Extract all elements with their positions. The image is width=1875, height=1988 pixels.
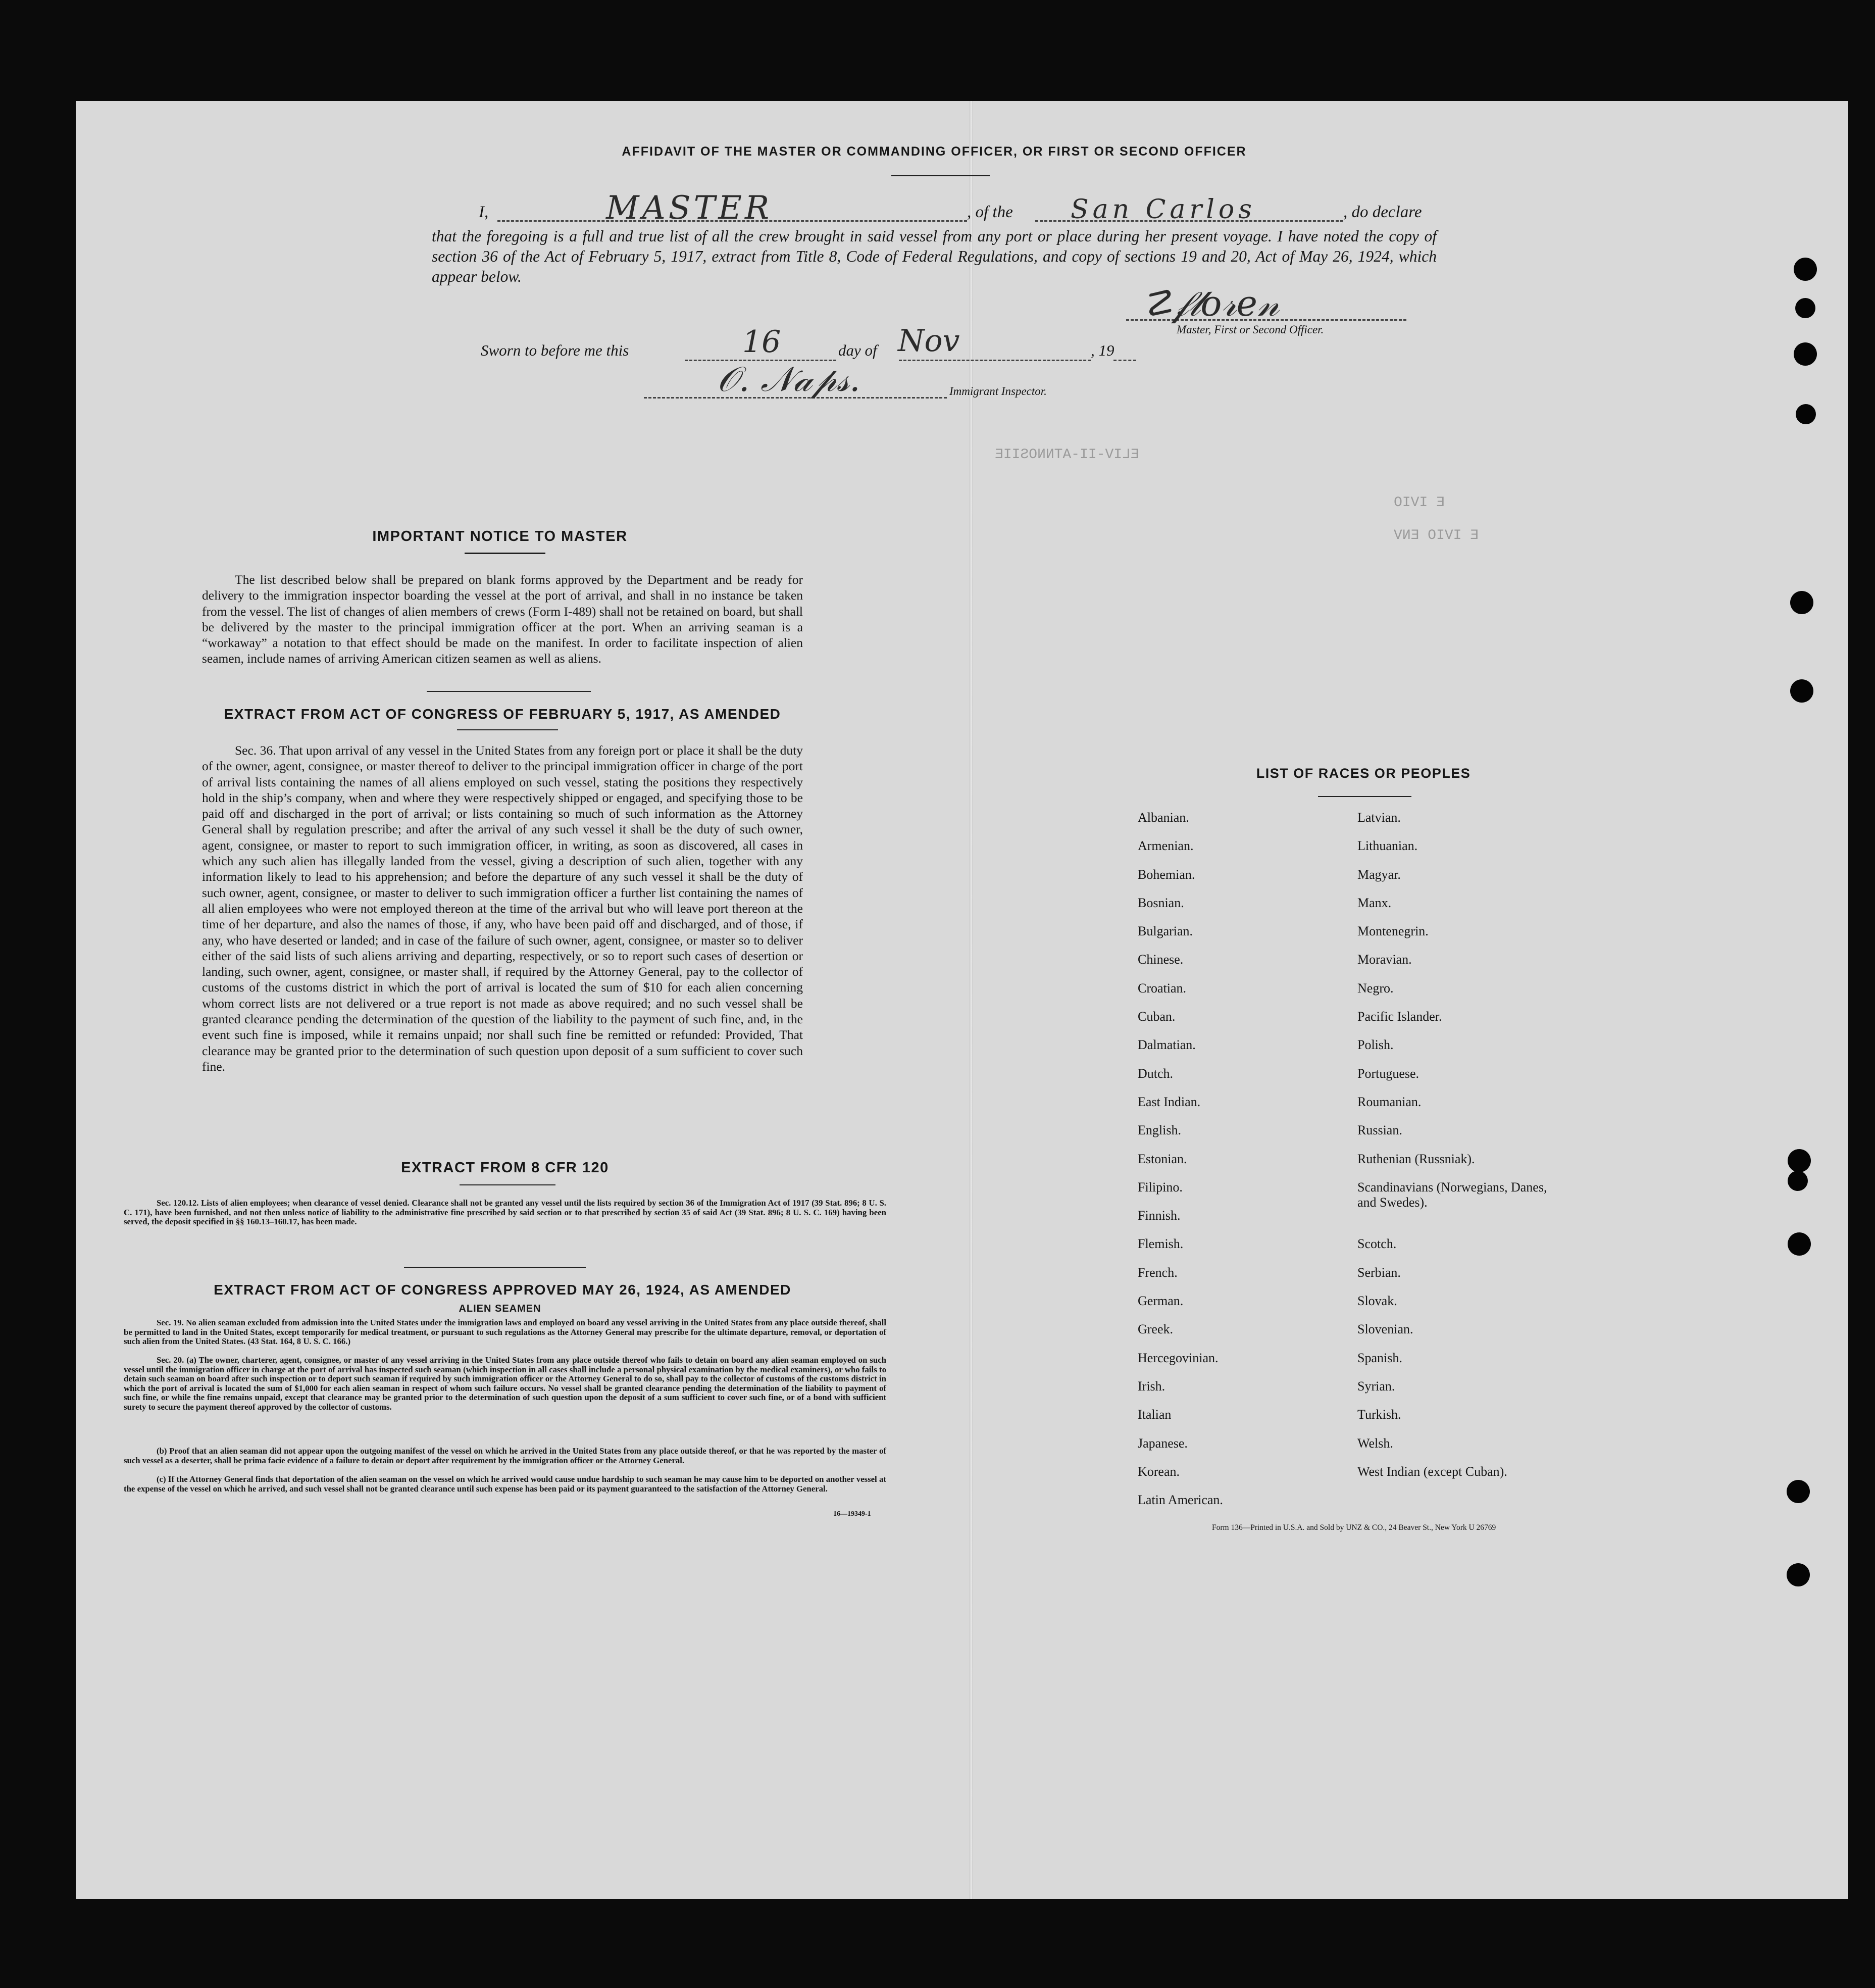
races-rule	[1318, 796, 1411, 797]
extract-1924-sec20b: (b) Proof that an alien seaman did not appear upon the outgoing manifest of the vessel on which he arrived in the United States from any place outside thereof, or that he was reported by the master of such vessel as a deserter, shall be prima facie evidence of a failure to detain or deport after requirement by the immigration officer or the Attorney General.	[124, 1446, 886, 1465]
notice-text: The list described below shall be prepared on blank forms approved by the Department and be ready for delivery to the immigration inspector boarding the vessel at the port of arrival, and shall in no instance be taken from the vessel. The list of changes of alien members of crews (Form I-489) shall not be retained on board, but shall be delivered by the master to the principal immigration officer at the port. When an arriving seaman is a “workaway” a notation to that effect should be made on the manifest. In order to facilitate inspection of alien seamen, include names of arriving American citizen seamen as well as aliens.	[202, 572, 803, 666]
vessel-name-handwritten: San Carlos	[1071, 194, 1256, 225]
race-item: Negro.	[1357, 980, 1394, 996]
race-item: Scotch.	[1357, 1236, 1397, 1252]
race-item: Latvian.	[1357, 810, 1401, 825]
race-item: Ruthenian (Russniak).	[1357, 1151, 1475, 1166]
race-item: Estonian.	[1138, 1151, 1187, 1166]
inspector-signature: 𝒪. 𝒩𝒶𝓅𝓈.	[717, 360, 860, 400]
affidavit-title: AFFIDAVIT OF THE MASTER OR COMMANDING OFFICER, OR FIRST OR SECOND OFFICER	[622, 144, 1247, 159]
extract-1924-sec19: Sec. 19. No alien seaman excluded from admission into the United States under the immigration laws and employed on board any vessel arriving in the United States from any place outside thereof, shall be permitted to land in the United States, except temporarily for medical treatment, or pursuant to such regulations as the Attorney General may prescribe for the ultimate departure, removal, or deportation of such alien from the United States. (43 Stat. 164, 8 U. S. C. 166.)	[124, 1318, 886, 1346]
race-item: Dalmatian.	[1138, 1037, 1196, 1053]
race-item: Montenegrin.	[1357, 924, 1429, 939]
day-handwritten: 16	[742, 324, 781, 360]
race-item: Scandinavians (Norwegians, Danes, and Swedes).	[1357, 1179, 1547, 1210]
section-rule	[460, 1184, 555, 1185]
master-name-handwritten: MASTER	[606, 189, 773, 227]
officer-signature: ☡𝒻𝓁𝑜𝓇𝑒𝓃	[1141, 283, 1280, 324]
officer-caption: Master, First or Second Officer.	[1177, 323, 1324, 336]
of-the-label: , of the	[967, 203, 1013, 221]
section-rule	[404, 1267, 586, 1268]
race-item: English.	[1138, 1123, 1181, 1138]
race-item: Croatian.	[1138, 980, 1187, 996]
race-item: Moravian.	[1357, 952, 1412, 967]
race-item: Slovak.	[1357, 1294, 1397, 1309]
race-item: Manx.	[1357, 895, 1392, 910]
binder-hole	[1788, 1171, 1808, 1191]
notice-rule	[465, 553, 545, 554]
day-of-label: day of	[838, 341, 877, 359]
race-item: East Indian.	[1138, 1094, 1201, 1109]
binder-hole	[1787, 1563, 1810, 1586]
binder-hole	[1790, 679, 1813, 703]
notice-title: IMPORTANT NOTICE TO MASTER	[372, 528, 628, 544]
extract-1917-title: EXTRACT FROM ACT OF CONGRESS OF FEBRUARY 5, 1917, AS AMENDED	[224, 706, 781, 722]
printer-footer: Form 136—Printed in U.S.A. and Sold by UNZ & CO., 24 Beaver St., New York U 26769	[1212, 1523, 1496, 1532]
race-item: Albanian.	[1138, 810, 1189, 825]
race-item: Bulgarian.	[1138, 924, 1193, 939]
binder-hole	[1790, 591, 1813, 614]
extract-1924-sec20a: Sec. 20. (a) The owner, charterer, agent, consignee, or master of any vessel arriving in the United States from any place outside thereof who fails to detain on board any alien seaman employed on such vessel until the immigration officer in charge at the port of arrival has inspected such seaman (which inspection in all cases shall include a personal physical examination by the medical examiners), or who fails to detain such seaman on board after such inspection or to deport such seaman if required by such immigration officer or the Attorney General to do so, shall pay to the collector of customs of the customs district in which the port of arrival is located the sum of $1,000 for each alien seaman in respect of whom such failure occurs. No vessel shall be granted clearance pending the determination of the liability to payment of such fine, or while the fine remains unpaid, except that clearance may be granted prior to the determination of such question upon the deposit of a sum sufficient to cover such fine, or of a bond with sufficient surety to secure the payment thereof approved by the collector of customs.	[124, 1355, 886, 1412]
sworn-prefix: Sworn to before me this	[481, 341, 629, 359]
bleed-through-text: E IVIO ENV	[1394, 528, 1479, 543]
race-item: Greek.	[1138, 1322, 1174, 1337]
extract-cfr-title: EXTRACT FROM 8 CFR 120	[401, 1160, 609, 1176]
race-item: Lithuanian.	[1357, 838, 1418, 854]
race-item: Welsh.	[1357, 1435, 1393, 1451]
race-item: Polish.	[1357, 1037, 1394, 1053]
inspector-caption: Immigrant Inspector.	[949, 385, 1047, 397]
race-item: Flemish.	[1138, 1236, 1184, 1252]
binder-hole	[1796, 404, 1816, 424]
binder-hole	[1788, 1232, 1811, 1256]
bleed-through-text: E IVIO	[1394, 495, 1445, 511]
race-item: Syrian.	[1357, 1378, 1395, 1394]
binder-hole	[1787, 1480, 1810, 1503]
month-line	[899, 360, 1091, 361]
race-item: Spanish.	[1357, 1350, 1402, 1365]
race-item: Serbian.	[1357, 1265, 1401, 1280]
race-item: Finnish.	[1138, 1208, 1181, 1223]
year-line	[1113, 360, 1136, 361]
bleed-through-text: ELIV-II-ATNNOSIIE	[995, 447, 1139, 463]
binder-hole	[1794, 258, 1817, 281]
races-title: LIST OF RACES OR PEOPLES	[1256, 766, 1471, 781]
race-item: German.	[1138, 1294, 1184, 1309]
section-rule	[457, 729, 558, 730]
race-item: Armenian.	[1138, 838, 1194, 854]
race-item: Korean.	[1138, 1464, 1180, 1479]
page-fold	[970, 101, 973, 1899]
race-item: Bohemian.	[1138, 867, 1195, 882]
extract-1924-subtitle: ALIEN SEAMEN	[459, 1303, 541, 1314]
race-item: Hercegovinian.	[1138, 1350, 1219, 1365]
race-item: French.	[1138, 1265, 1178, 1280]
extract-1924-title: EXTRACT FROM ACT OF CONGRESS APPROVED MAY 26, 1924, AS AMENDED	[214, 1282, 791, 1298]
form-number: 16—19349-1	[833, 1510, 871, 1518]
title-rule	[891, 175, 990, 176]
race-item: Chinese.	[1138, 952, 1184, 967]
extract-1924-sec20c: (c) If the Attorney General finds that deportation of the alien seaman on the vessel on which he arrived would cause undue hardship to such seaman he may cause him to be deported on another vessel at the expense of the vessel on which he arrived, and such vessel shall not be granted clearance until such expense has been paid or its payment guaranteed to the satisfaction of the Attorney General.	[124, 1474, 886, 1494]
do-declare-label: , do declare	[1343, 203, 1422, 221]
affidavit-i: I,	[479, 203, 489, 221]
section-rule	[427, 691, 591, 692]
race-item: Dutch.	[1138, 1066, 1174, 1081]
race-item: Irish.	[1138, 1378, 1165, 1394]
extract-1917-text: Sec. 36. That upon arrival of any vessel in the United States from any foreign port or place it shall be the duty of the owner, agent, consignee, or master thereof to deliver to the principal immigration officer in charge of the port of arrival lists containing the names of all aliens employed on such vessel, stating the positions they respectively hold in the ship’s company, when and where they were respectively shipped or engaged, and specifying those to be paid off and discharged in the port of arrival; or lists containing so much of such information as the Attorney General shall by regulation prescribe; and after the arrival of any such vessel it shall be the duty of such owner, agent, consignee, or master to report to such immigration officer, in writing, as soon as discovered, all cases in which any such alien has illegally landed from the vessel, giving a description of such alien, together with any information likely to lead to his apprehension; and before the departure of any such vessel it shall be the duty of such owner, agent, consignee, or master to deliver to such immigration officer a further list containing the names of all alien employees who were not employed thereon at the time of the arrival but who will leave port thereon at the time of her departure, and also the names of those, if any, who have been paid off and discharged, and of those, if any, who have deserted or landed; and in case of the failure of such owner, agent, consignee, or master so to deliver either of the said lists of such aliens arriving and departing, respectively, or so to report such cases of desertion or landing, such owner, agent, consignee, or master shall, if required by the Attorney General, pay to the collector of customs of the customs district in which the port of arrival is located the sum of $10 for each alien concerning whom correct lists are not delivered or a true report is not made as above required; and no such vessel shall be granted clearance pending the determination of the question of the liability to the payment of such fine, and, in the event such fine is imposed, while it remains unpaid; nor shall such fine be remitted or refunded: Provided, That clearance may be granted prior to the determination of such question upon deposit of a sum sufficient to cover such fine.	[202, 743, 803, 1074]
binder-hole	[1795, 298, 1815, 318]
race-item: Cuban.	[1138, 1009, 1176, 1024]
race-item: Russian.	[1357, 1123, 1402, 1138]
binder-hole	[1788, 1149, 1811, 1172]
year-prefix: , 19	[1091, 341, 1114, 359]
race-item: Portuguese.	[1357, 1066, 1420, 1081]
race-item: West Indian (except Cuban).	[1357, 1464, 1507, 1479]
races-left-column	[1138, 810, 1223, 1521]
race-item: Roumanian.	[1357, 1094, 1422, 1109]
binder-hole	[1794, 342, 1817, 366]
races-right-column	[1357, 810, 1549, 1493]
race-item: Latin American.	[1138, 1493, 1223, 1508]
race-item: Bosnian.	[1138, 895, 1184, 910]
race-item: Turkish.	[1357, 1407, 1401, 1422]
race-item: Filipino.	[1138, 1179, 1183, 1195]
race-item: Japanese.	[1138, 1435, 1188, 1451]
race-item: Pacific Islander.	[1357, 1009, 1442, 1024]
month-handwritten: Nov	[898, 323, 960, 359]
race-item: Magyar.	[1357, 867, 1401, 882]
extract-cfr-text: Sec. 120.12. Lists of alien employees; when clearance of vessel denied. Clearance shall not be granted any vessel until the lists required by section 36 of the Immigration Act of 1917 (39 Stat. 896; 8 U. S. C. 171), have been furnished, and not then unless notice of liability to the administrative fine prescribed by said section or to that prescribed by section 35 of said Act (39 Stat. 896; 8 U. S. C. 169) having been served, the deposit specified in §§ 160.13–160.17, has been made.	[124, 1198, 886, 1226]
affidavit-declaration: that the foregoing is a full and true list of all the crew brought in said vessel from any port or place during her present voyage. I have noted the copy of section 36 of the Act of February 5, 1917, extract from Title 8, Code of Federal Regulations, and copy of sections 19 and 20, Act of May 26, 1924, which appear below.	[432, 227, 1437, 285]
race-item: Italian	[1138, 1407, 1172, 1422]
race-item: Slovenian.	[1357, 1322, 1413, 1337]
